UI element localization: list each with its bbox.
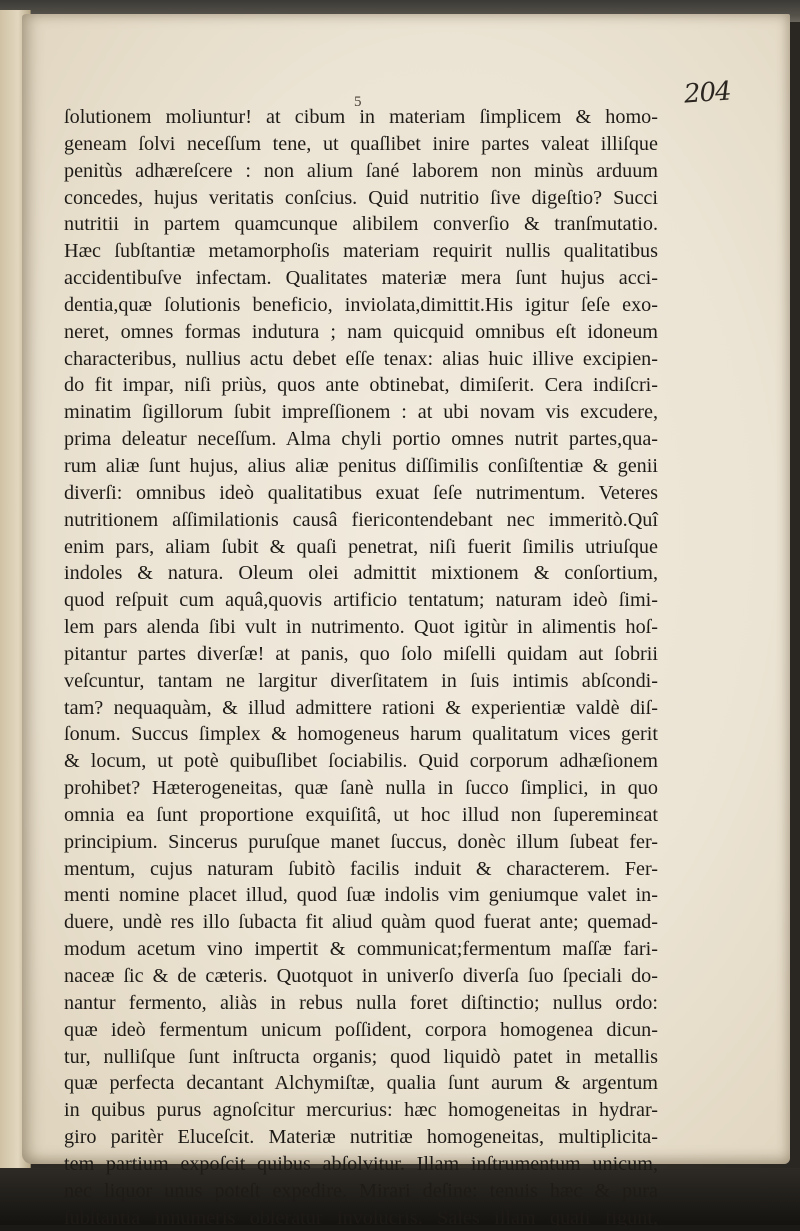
signature-mark: 5 — [354, 94, 362, 110]
text-line: accidentibuſve infectam. Qualitates materiæ mera ſunt hujus acci- — [64, 267, 658, 290]
text-line: prohibet? Hæterogeneitas, quæ ſanè nulla in ſucco ſimplici, in quo — [64, 777, 658, 800]
text-line: & locum, ut potè quibuſlibet ſociabilis. Quid corporum adhæſionem — [64, 750, 658, 773]
text-line: menti nomine placet illud, quod ſuæ indolis vim geniumque valet in- — [64, 884, 658, 907]
text-line: nec liquor unus poteſt expedire. Mirari deſine: tenuis hæc & pura — [64, 1179, 658, 1202]
text-line: naceæ ſic & de cæteris. Quotquot in univerſo diverſa ſuo ſpeciali do- — [64, 965, 658, 987]
text-line: indoles & natura. Oleum olei admittit mixtionem & conſortium, — [64, 562, 658, 585]
text-line: omnia ea ſunt proportione exquiſitâ, ut hoc illud non ſupereminεat — [64, 803, 658, 826]
text-line: in quibus purus agnoſcitur mercurius: hæc homogeneitas in hydrar- — [64, 1099, 658, 1122]
text-line: modum acetum vino impertit & communicat;fermentum maſſæ fari- — [64, 938, 658, 961]
text-line: geneam ſolvi neceſſum tene, ut quaſlibet inire partes valeat illiſque — [64, 132, 658, 155]
text-line: do fit impar, niſi priùs, quos ante obtinebat, dimiſerit. Cera indiſcri- — [64, 374, 658, 397]
text-line: mentum, cujus naturam ſubitò facilis induit & characterem. Fer- — [64, 857, 658, 880]
text-line: ſolutionem moliuntur! at cibum in materiam ſimplicem & homo- — [64, 106, 658, 128]
text-line: penitùs adhæreſcere : non alium ſané laborem non minùs arduum — [64, 159, 658, 182]
text-line: concedes, hujus veritatis conſcius. Quid nutritio ſive digeſtio? Succi — [64, 186, 658, 209]
body-text — [64, 104, 658, 1231]
text-line: quæ perfecta decantant Alchymiſtæ, qualia ſunt aurum & argentum — [64, 1072, 658, 1095]
text-line: minatim ſigillorum ſubit impreſſionem : at ubi novam vis excudere, — [64, 401, 658, 424]
text-line: ſubſtantia innumeris obſeratur involucris. Sales illam quaſi figunt, — [64, 1206, 658, 1229]
text-line: tur, nulliſque ſunt inſtructa organis; quod liquidò patet in metallis — [64, 1045, 658, 1068]
text-line: characteribus, nullius actu debet eſſe tenax: alias huic illive excipien- — [64, 347, 658, 370]
text-line: nantur fermento, aliàs in rebus nulla foret diſtinctio; nullus ordo: — [64, 991, 658, 1014]
text-line: enim pars, aliam ſubit & quaſi penetrat, niſi fuerit ſimilis utriuſque — [64, 535, 658, 558]
text-line: tem partium expoſcit quibus abſolvitur. Illam inſtrumentum unicum, — [64, 1152, 658, 1175]
text-line: prima deleatur neceſſum. Alma chyli portio omnes nutrit partes,qua- — [64, 428, 658, 451]
text-line: tam? nequaquàm, & illud admittere rationi & experientiæ valdè diſ- — [64, 696, 658, 719]
text-line: giro paritèr Eluceſcit. Materiæ nutritiæ homogeneitas, multiplicita- — [64, 1126, 658, 1149]
text-line: duere, undè res illo ſubacta fit aliud quàm quod fuerat ante; quemad- — [64, 911, 658, 934]
text-line: Hæc ſubſtantiæ metamorphoſis materiam requirit nullis qualitatibus — [64, 240, 658, 263]
text-line: nutritii in partem quamcunque alibilem converſio & tranſmutatio. — [64, 213, 658, 236]
text-line: quæ ideò fermentum unicum poſſident, corpora homogenea dicun- — [64, 1018, 658, 1041]
text-line: neret, omnes formas indutura ; nam quicquid omnibus eſt idoneum — [64, 320, 658, 343]
text-line: veſcuntur, tantam ne largitur diverſitatem in ſuis intimis abſcondi- — [64, 669, 658, 692]
text-line: quod reſpuit cum aquâ,quovis artificio tentatum; naturam ideò ſimi- — [64, 589, 658, 612]
text-line: dentia,quæ ſolutionis beneficio, inviolata,dimittit.His igitur ſeſe exo- — [64, 293, 658, 316]
text-line: ſonum. Succus ſimplex & homogeneus harum qualitatum vices gerit — [64, 723, 658, 746]
text-line: nutritionem aſſimilationis causâ fiericontendebant nec immeritò.Quî — [64, 508, 658, 531]
page-number: 204 — [683, 76, 732, 110]
text-line: rum aliæ ſunt hujus, alius aliæ penitus diſſimilis conſiſtentiæ & genii — [64, 454, 658, 477]
text-line: diverſi: omnibus ideò qualitatibus exuat ſeſe nutrimentum. Veteres — [64, 481, 658, 504]
text-line: lem pars alenda ſibi vult in nutrimento. Quot igitùr in alimentis hoſ- — [64, 616, 658, 639]
text-line: pitantur partes diverſæ! at panis, quo ſolo miſelli quidam aut ſobrii — [64, 642, 658, 665]
text-line: principium. Sincerus puruſque manet ſuccus, donèc illum ſubeat fer- — [64, 830, 658, 853]
